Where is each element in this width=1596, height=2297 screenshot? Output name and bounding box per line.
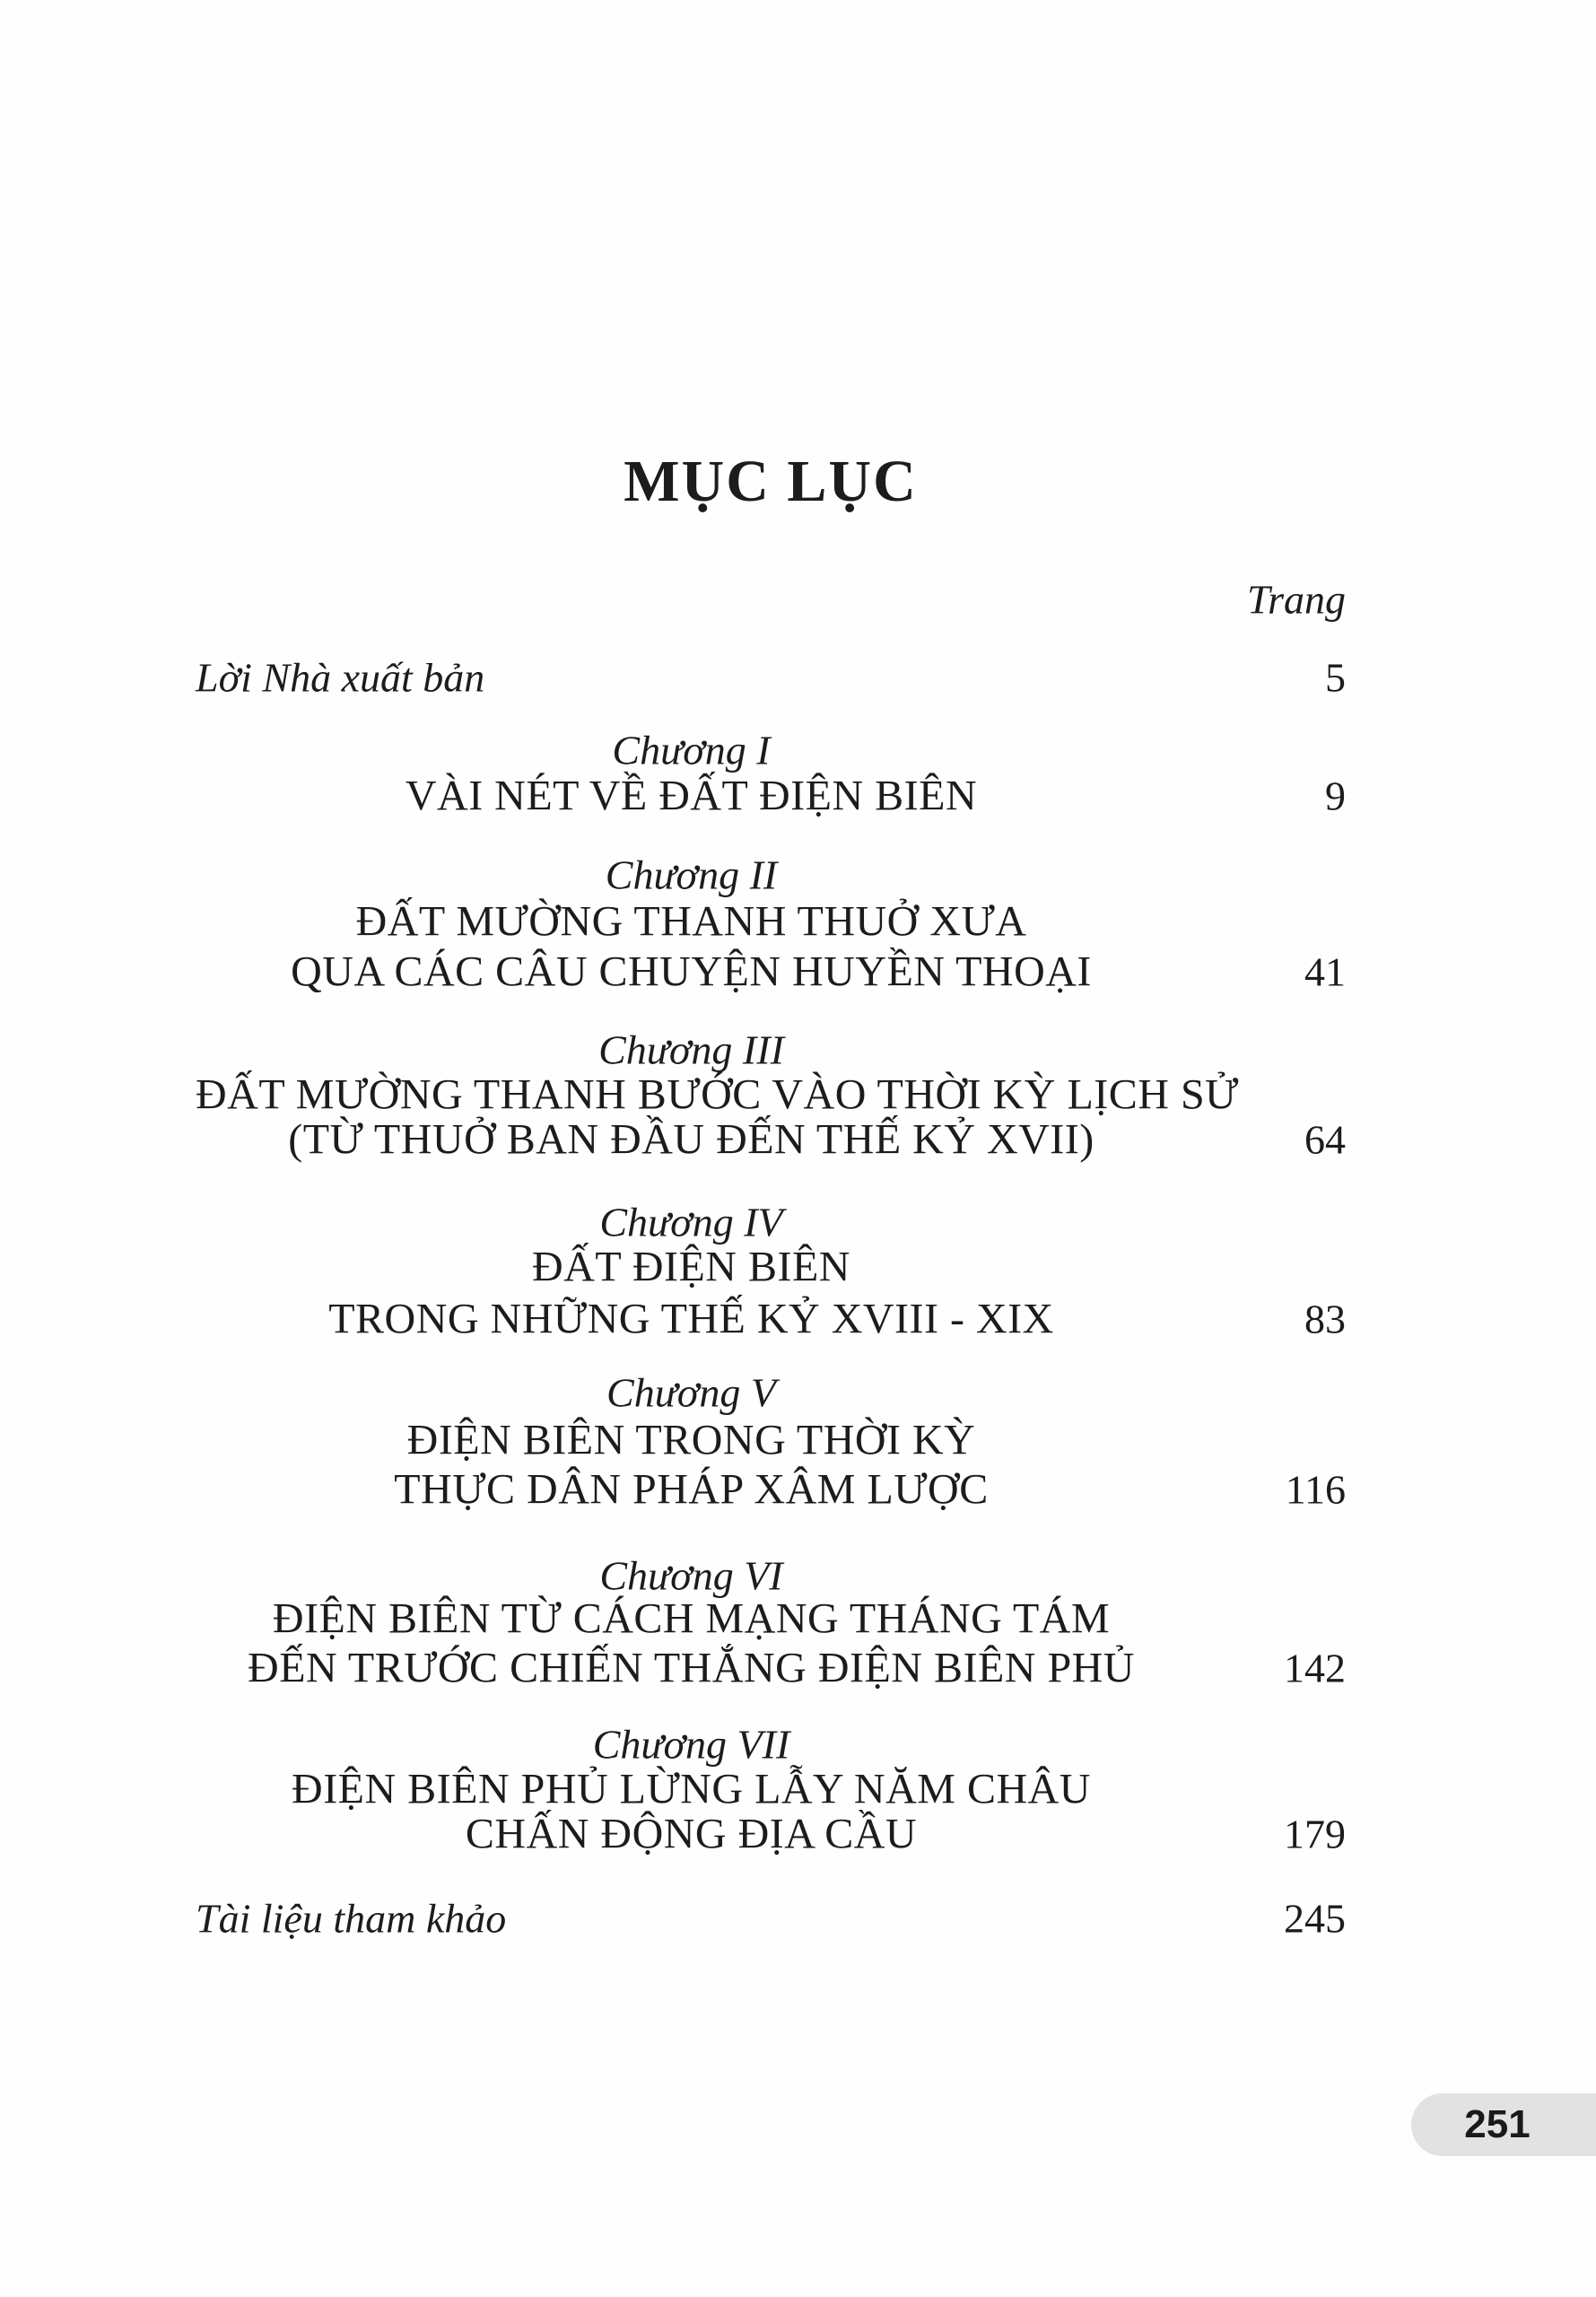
toc-entry-label: ĐẤT ĐIỆN BIÊN <box>532 1243 850 1291</box>
toc-entry-page: 83 <box>1304 1296 1346 1342</box>
toc-chapter-label: Chương VII <box>592 1721 790 1768</box>
toc-chapter-heading <box>196 1552 1346 1600</box>
toc-entry-label: ĐIỆN BIÊN TRONG THỜI KỲ <box>406 1416 976 1464</box>
toc-chapter-heading <box>196 852 1346 899</box>
toc-entry <box>196 1765 1346 1814</box>
toc-entry-page: 116 <box>1285 1466 1346 1513</box>
toc-entry-page: 41 <box>1304 948 1346 995</box>
toc-chapter-label: Chương I <box>612 727 771 773</box>
toc-chapter-label: Chương II <box>605 852 778 898</box>
toc-entry-label: ĐIỆN BIÊN PHỦ LỪNG LẪY NĂM CHÂU <box>292 1765 1091 1813</box>
toc-entry-label: THỰC DÂN PHÁP XÂM LƯỢC <box>394 1465 989 1514</box>
toc-chapter-heading <box>196 1721 1346 1769</box>
toc-entry-label: ĐẤT MƯỜNG THANH BƯỚC VÀO THỜI KỲ LỊCH SỬ <box>196 1070 1239 1119</box>
toc-entry-page: 5 <box>1325 654 1346 701</box>
toc-chapter-label: Chương III <box>598 1026 784 1073</box>
toc-entry-label: Tài liệu tham khảo <box>196 1895 507 1942</box>
toc-column-header: Trang <box>1247 576 1346 623</box>
toc-entry <box>196 1594 1346 1644</box>
toc-entry <box>196 654 1346 702</box>
toc-chapter-heading <box>196 727 1346 774</box>
toc-entry-label: ĐIỆN BIÊN TỪ CÁCH MẠNG THÁNG TÁM <box>272 1594 1111 1643</box>
toc-entry <box>196 1070 1346 1120</box>
toc-entry <box>196 772 1346 821</box>
toc-entry-page: 245 <box>1284 1895 1346 1942</box>
toc-chapter-heading <box>196 1026 1346 1074</box>
toc-column-header-row <box>196 576 1346 624</box>
page-title: MỤC LỤC <box>624 449 918 515</box>
toc-entry <box>196 1115 1346 1165</box>
toc-entry-label: Lời Nhà xuất bản <box>196 654 485 701</box>
toc-entry <box>196 1644 1346 1693</box>
toc-chapter-heading <box>196 1369 1346 1417</box>
toc-entry-label: VÀI NÉT VỀ ĐẤT ĐIỆN BIÊN <box>405 772 978 820</box>
toc-entry-page: 64 <box>1304 1116 1346 1163</box>
toc-entry <box>196 1295 1346 1344</box>
toc-entry <box>196 1243 1346 1292</box>
toc-chapter-label: Chương IV <box>599 1199 783 1245</box>
toc-entry-page: 9 <box>1325 773 1346 819</box>
toc-entry <box>196 1895 1346 1943</box>
toc-entry-label: ĐẾN TRƯỚC CHIẾN THẮNG ĐIỆN BIÊN PHỦ <box>248 1644 1135 1692</box>
toc-entry-page: 142 <box>1284 1645 1346 1691</box>
toc-entry-page: 179 <box>1284 1811 1346 1857</box>
toc-entry-label: TRONG NHỮNG THẾ KỶ XVIII - XIX <box>328 1295 1054 1343</box>
toc-entry-label: ĐẤT MƯỜNG THANH THUỞ XƯA <box>355 897 1027 946</box>
toc-entry-label: CHẤN ĐỘNG ĐỊA CẦU <box>465 1810 918 1858</box>
toc-entry <box>196 1465 1346 1515</box>
toc-chapter-label: Chương VI <box>599 1552 783 1599</box>
toc-entry-label: (TỪ THUỞ BAN ĐẦU ĐẾN THẾ KỶ XVII) <box>288 1115 1095 1164</box>
toc-chapter-label: Chương V <box>606 1369 776 1416</box>
page-number-badge: 251 <box>1411 2093 1596 2156</box>
toc-entry <box>196 897 1346 947</box>
toc-entry <box>196 948 1346 997</box>
toc-entry <box>196 1416 1346 1465</box>
toc-entry <box>196 1810 1346 1859</box>
toc-entry-label: QUA CÁC CÂU CHUYỆN HUYỀN THOẠI <box>291 948 1092 996</box>
toc-chapter-heading <box>196 1199 1346 1246</box>
